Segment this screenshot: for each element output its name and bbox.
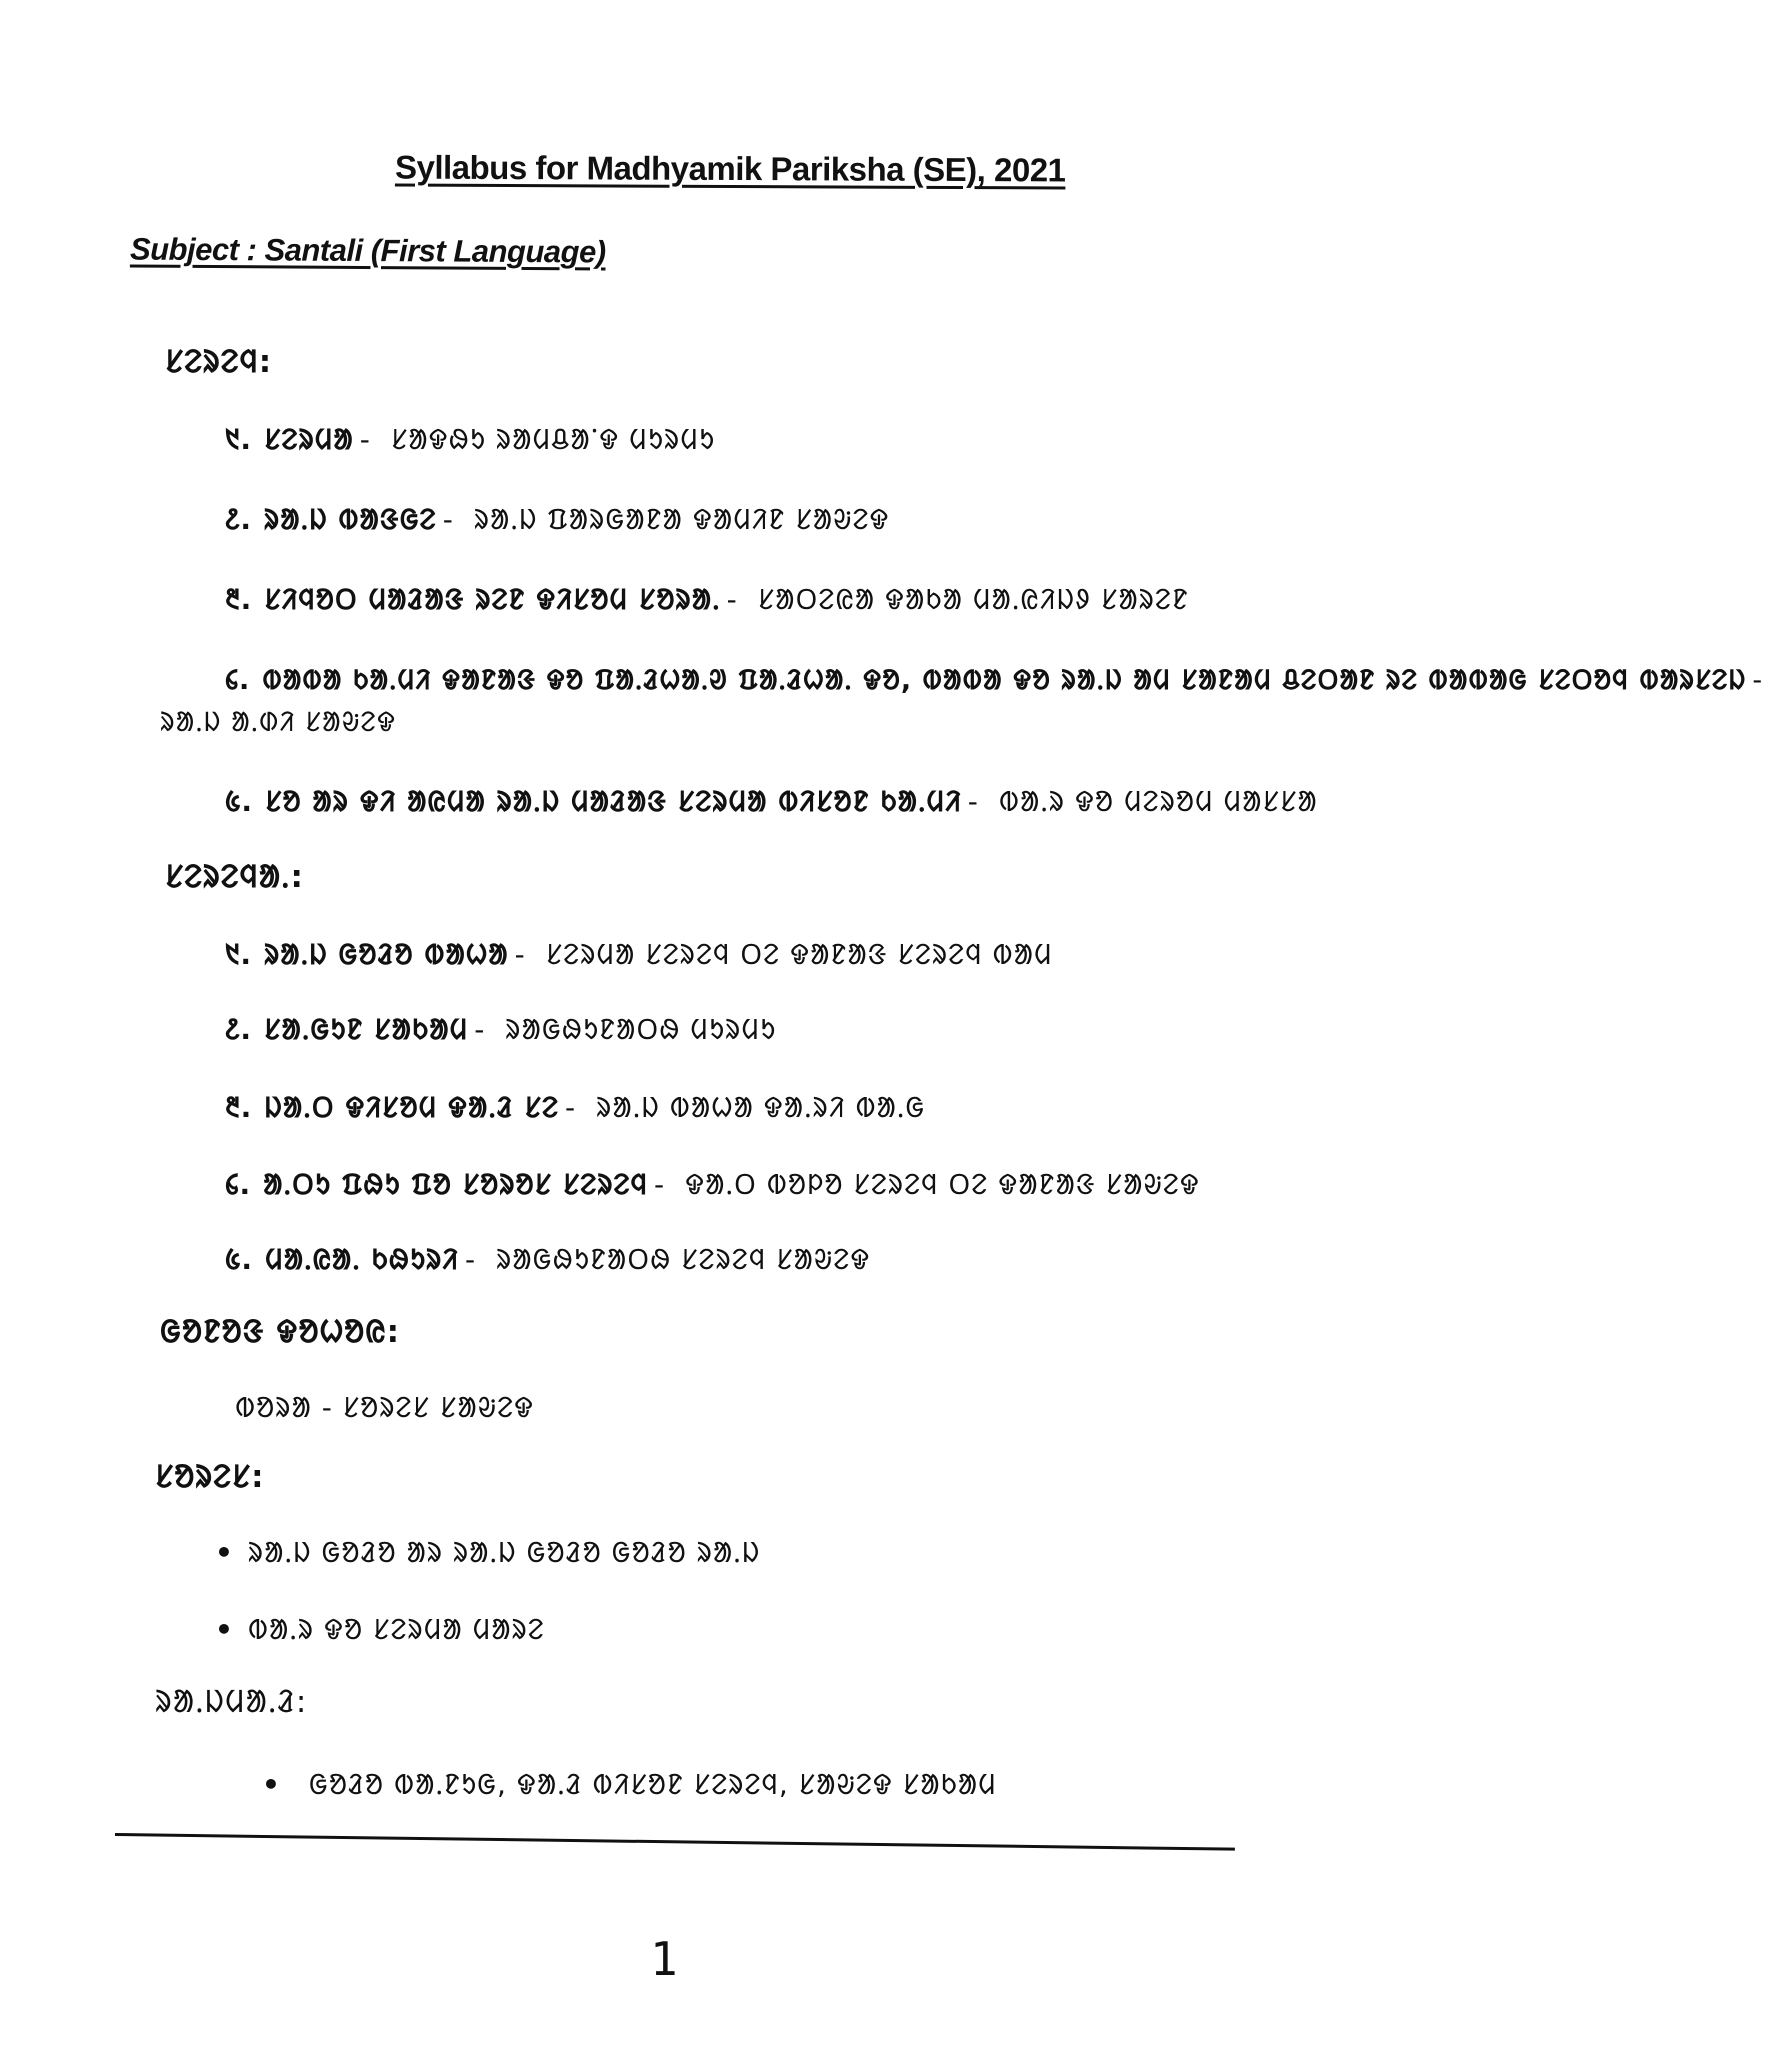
bullet-item: • ᱜᱚᱲᱚ ᱵᱟᱹᱱᱩᱜ, ᱫᱟᱹᱲ ᱵᱤᱥᱚᱱ ᱥᱮᱨᱮᱧ, ᱥᱟᱶᱮᱫ ᱥᱟᱠᱟᱢ <box>262 1768 997 1801</box>
subject-line: Subject : Santali (First Language) <box>129 231 606 270</box>
list-item: ᱒. ᱥᱟᱹᱜᱩᱱ ᱥᱟᱠᱟᱢ - ᱨᱟᱜᱷᱩᱱᱟᱛᱷ ᱢᱩᱨᱢᱩ <box>225 1013 777 1046</box>
document-title: Syllabus for Madhyamik Pariksha (SE), 2021 <box>394 148 1066 189</box>
text-line: ᱵᱚᱨᱟ - ᱥᱚᱨᱮᱥ ᱥᱟᱶᱮᱫ <box>235 1391 535 1424</box>
list-item: ᱒. ᱨᱟᱹᱡ ᱵᱟᱝᱜᱮ - ᱨᱟᱹᱡ ᱯᱟᱨᱜᱟᱱᱟ ᱫᱟᱢᱤᱱ ᱥᱟᱶᱮᱫ <box>225 503 890 536</box>
bullet-icon: • <box>215 1536 234 1569</box>
list-item: ᱔. ᱵᱟᱵᱟ ᱠᱟᱹᱢᱤ ᱫᱟᱱᱟᱝ ᱫᱚ ᱯᱟᱹᱲᱦᱟᱹᱣ ᱯᱟᱹᱲᱦᱟᱹ ᱫᱚ, ᱵᱟᱵᱟ ᱫᱚ ᱨᱟᱹᱡ ᱟᱢ ᱥᱟᱱᱟᱢ ᱪᱮᱛᱟᱱ ᱨᱮ ᱵᱟᱵᱟᱜ ᱥᱮᱛᱚᱧ ᱵᱟᱨᱥᱮᱡ - <box>225 665 1764 696</box>
list-item: ᱑. ᱥᱮᱨᱢᱟ - ᱥᱟᱫᱷᱩ ᱨᱟᱢᱪᱟᱸᱫ ᱢᱩᱨᱢᱩ <box>225 423 716 456</box>
bullet-icon: • <box>262 1768 281 1801</box>
list-item: ᱔. ᱟᱹᱛᱩ ᱯᱷᱩ ᱯᱚ ᱥᱚᱨᱚᱥ ᱥᱮᱨᱮᱧ - ᱫᱟᱹᱛ ᱵᱚᱞᱚ ᱥᱮᱨᱮᱧ ᱛᱮ ᱫᱟᱱᱟᱝ ᱥᱟᱶᱮᱫ <box>225 1168 1200 1201</box>
bullet-item: • ᱨᱟᱹᱡ ᱜᱚᱲᱚ ᱟᱨ ᱨᱟᱹᱡ ᱜᱚᱲᱚ ᱜᱚᱲᱚ ᱨᱟᱹᱡ <box>215 1536 761 1569</box>
page-number: 1 <box>650 1932 678 1986</box>
section-heading-1: ᱥᱮᱨᱮᱧ: <box>165 344 273 380</box>
list-item: ᱓. ᱥᱤᱧᱚᱛ ᱢᱟᱲᱟᱝ ᱨᱮᱱ ᱫᱤᱥᱚᱢ ᱥᱚᱨᱟᱹ - ᱥᱟᱛᱮᱭᱟ ᱫᱟᱠᱟ ᱢᱟᱹᱭᱤᱡᱽ ᱥᱟᱨᱮᱱ <box>225 583 1189 616</box>
section-heading-2: ᱥᱮᱨᱮᱧᱟᱹ: <box>165 859 304 895</box>
list-item: ᱑. ᱨᱟᱹᱡ ᱜᱚᱲᱚ ᱵᱟᱦᱟ - ᱥᱮᱨᱢᱟ ᱥᱮᱨᱮᱧ ᱛᱮ ᱫᱟᱱᱟᱝ ᱥᱮᱨᱮᱧ ᱵᱟᱢ <box>225 938 1053 971</box>
list-item: ᱕. ᱥᱚ ᱟᱨ ᱫᱤ ᱟᱭᱢᱟ ᱨᱟᱹᱡ ᱢᱟᱲᱟᱝ ᱥᱮᱨᱢᱟ ᱵᱤᱥᱚᱱ ᱠᱟᱹᱢᱤ - ᱵᱟᱹᱨ ᱫᱚ ᱢᱮᱨᱚᱢ ᱢᱟᱥᱥᱟ <box>225 785 1318 818</box>
list-item-continuation: ᱨᱟᱹᱡ ᱟᱹᱰᱤ ᱥᱟᱶᱮᱫ <box>160 707 397 738</box>
list-item: ᱓. ᱡᱟᱹᱛ ᱫᱤᱥᱚᱢ ᱫᱟᱹᱲ ᱥᱮ - ᱨᱟᱹᱡ ᱵᱟᱦᱟ ᱫᱟᱹᱨᱤ ᱵᱟᱹᱜ <box>225 1091 926 1124</box>
divider <box>115 1833 1235 1851</box>
section-heading-3: ᱜᱚᱱᱚᱝ ᱫᱚᱦᱚᱭ: <box>160 1314 401 1350</box>
bullet-icon: • <box>215 1613 234 1646</box>
bullet-item: • ᱵᱟᱹᱨ ᱫᱚ ᱥᱮᱨᱢᱟ ᱢᱟᱨᱮ <box>215 1613 545 1646</box>
list-item: ᱕. ᱢᱟᱹᱭᱟᱹ ᱠᱷᱩᱨᱤ - ᱨᱟᱜᱷᱩᱱᱟᱛᱷ ᱥᱮᱨᱮᱧ ᱥᱟᱶᱮᱫ <box>225 1243 871 1276</box>
section-heading-5: ᱨᱟᱹᱡᱢᱟᱹᱲ: <box>155 1684 308 1720</box>
section-heading-4: ᱥᱚᱨᱮᱥ: <box>155 1459 265 1495</box>
